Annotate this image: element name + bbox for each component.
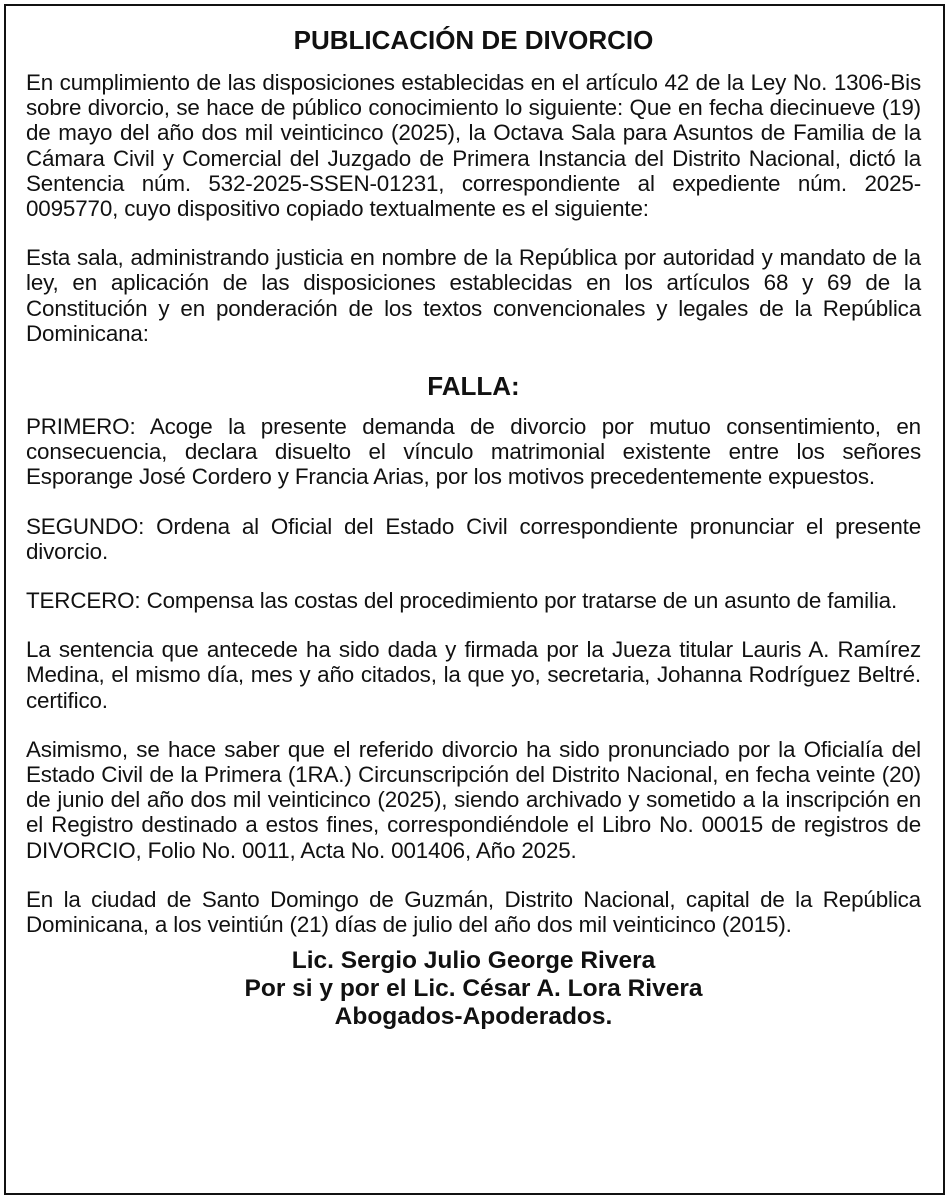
notice-title: PUBLICACIÓN DE DIVORCIO xyxy=(293,25,654,55)
notice-border xyxy=(4,4,945,1195)
segundo-paragraph: SEGUNDO: Ordena al Oficial del Estado Civil correspondiente pronunciar el presente divorcio. xyxy=(26,513,921,564)
notice-content xyxy=(26,24,921,1031)
asimismo-paragraph: Asimismo, se hace saber que el referido divorcio ha sido pronunciado por la Oficialía del Estado Civil de la Primera (1RA.) Circunscripción del Distrito Nacional, en fecha veinte (20) de junio del año dos mil veinticinco (2025), siendo archivado y sometido a la inscripción en el Registro destinado a estos fines, correspondiéndole el Libro No. 00015 de registros de DIVORCIO, Folio No. 0011, Acta No. 001406, Año 2025. xyxy=(26,736,921,863)
sentencia-paragraph: La sentencia que antecede ha sido dada y firmada por la Jueza titular Lauris A. Ramírez Medina, el mismo día, mes y año citados, la que yo, secretaria, Johanna Rodríguez Beltré. certifico. xyxy=(26,637,921,713)
ciudad-paragraph: En la ciudad de Santo Domingo de Guzmán, Distrito Nacional, capital de la República Dominicana, a los veintiún (21) días de julio del año dos mil veinticinco (2015). xyxy=(26,886,921,938)
intro-paragraph: En cumplimiento de las disposiciones establecidas en el artículo 42 de la Ley No. 1306-Bis sobre divorcio, se hace de público conocimiento lo siguiente: Que en fecha diecinueve (19) de mayo del año dos mil veinticinco (2025), la Octava Sala para Asuntos de Familia de la Cámara Civil y Comercial del Juzgado de Primera Instancia del Distrito Nacional, dictó la Sentencia núm. 532-2025-SSEN-01231, correspondiente al expediente núm. 2025-0095770, cuyo dispositivo copiado textualmente es el siguiente: xyxy=(26,70,921,222)
preamble-paragraph: Esta sala, administrando justicia en nombre de la República por autoridad y mandato de la ley, en aplicación de las disposiciones establecidas en los artículos 68 y 69 de la Constitución y en ponderación de los textos convencionales y legales de la República Dominicana: xyxy=(26,245,921,346)
primero-paragraph: PRIMERO: Acoge la presente demanda de divorcio por mutuo consentimiento, en consecuencia, declara disuelto el vínculo matrimonial existente entre los señores Esporange José Cordero y Francia Arias, por los motivos precedentemente expuestos. xyxy=(26,414,921,490)
falla-heading: FALLA: xyxy=(427,371,520,402)
signature-block xyxy=(26,947,921,1031)
signature-secondary: Por si y por el Lic. César A. Lora Rivera xyxy=(244,975,703,1003)
tercero-paragraph: TERCERO: Compensa las costas del procedimiento por tratarse de un asunto de familia. xyxy=(26,588,898,614)
signature-name: Lic. Sergio Julio George Rivera xyxy=(291,947,656,975)
signature-role: Abogados-Apoderados. xyxy=(334,1003,613,1031)
